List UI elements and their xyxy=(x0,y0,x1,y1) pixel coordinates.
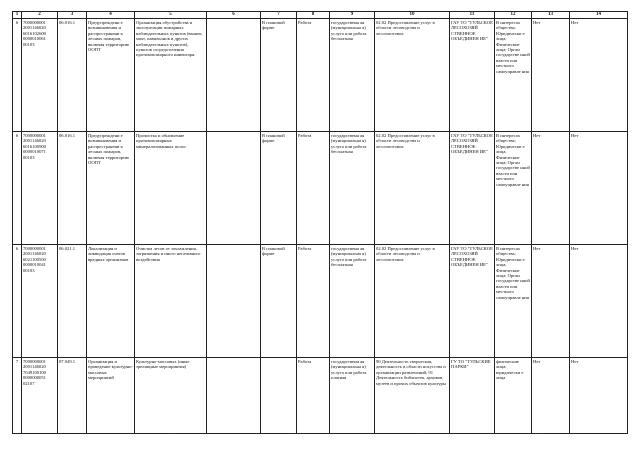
table-cell: Организация и проведение культурно-массовых мероприятий xyxy=(87,358,135,434)
col-header: 10 xyxy=(375,12,450,19)
table-cell: Предупреждени е возникновения и распространени я лесных пожаров, включая территорию ООПТ xyxy=(87,132,135,245)
scan-dot: · xyxy=(58,432,60,437)
table-cell: 6 xyxy=(13,19,22,132)
table-cell: 02.02 Предоставление услуг в области лесоводства и лесозаготовок xyxy=(375,132,450,245)
table-cell: ГАУ ТО "ТУЛЬСКОЕ ЛЕСОХОЗЯЙ СТВЕННОЕ ОБЪЕДИНЕН ИЕ" xyxy=(450,132,495,245)
table-cell: 7 xyxy=(13,358,22,434)
table-cell: Локализация и ликвидация очагов вредных организмов xyxy=(87,245,135,358)
scan-dot: · xyxy=(536,432,538,437)
table-cell: Нет xyxy=(532,358,570,434)
table-cell: государственн ая (муниципальна я) услуга или работа бесплатная xyxy=(330,132,375,245)
table-cell: Нет xyxy=(532,132,570,245)
col-header: 9 xyxy=(330,12,375,19)
table-cell: Нет xyxy=(570,132,628,245)
table-cell: 7000000001 2001146020 6016102600 0000010061 00103 xyxy=(22,19,58,132)
table-row xyxy=(13,19,628,132)
table-cell: Нет xyxy=(570,245,628,358)
table-cell: государственн ая (муниципальна я) услуга или работа бесплатная xyxy=(330,245,375,358)
table-cell: государственн ая (муниципальна я) услуга или работа платная xyxy=(330,358,375,434)
table-cell: Предупреждени е возникновения и распространени я лесных пожаров, включая территорию ООПТ xyxy=(87,19,135,132)
table-cell: 7000000001 2001146020 6021100500 0000010041 00103 xyxy=(22,245,58,358)
table-cell: Работа xyxy=(297,132,330,245)
table-cell: Работа xyxy=(297,358,330,434)
table-cell: Нет xyxy=(570,358,628,434)
table-cell: Работа xyxy=(297,245,330,358)
table-cell: ГУ ТО "ТУЛЬСКИЕ ПАРКИ" xyxy=(450,358,495,434)
table-cell: 06.021.1 xyxy=(58,245,87,358)
table-cell: 06.016.1 xyxy=(58,19,87,132)
col-header: 12 xyxy=(495,12,532,19)
table-cell: 6 xyxy=(13,132,22,245)
table-cell xyxy=(207,132,261,245)
col-header: 6 xyxy=(207,12,261,19)
table-cell: физические лица; юридически е лица xyxy=(495,358,532,434)
table-cell: В плановой форме xyxy=(261,245,297,358)
col-header: 11 xyxy=(450,12,495,19)
table-cell: 02.02 Предоставление услуг в области лесоводства и лесозаготовок xyxy=(375,245,450,358)
table-row xyxy=(13,358,628,434)
table-cell: 07.049.1 xyxy=(58,358,87,434)
table-row xyxy=(13,132,628,245)
table-cell: В интересах общества; Юридически е лица; Физические лица; Орган государстве нной власти или местного самоуправле ния xyxy=(495,19,532,132)
table-cell: государственн ая (муниципальна я) услуга или работа бесплатная xyxy=(330,19,375,132)
registry-table xyxy=(12,11,628,434)
header-row xyxy=(13,12,628,19)
col-header: 14 xyxy=(570,12,628,19)
col-header: 3 xyxy=(58,12,87,19)
col-header: 5 xyxy=(135,12,207,19)
table-cell: 02.02 Предоставление услуг в области лесоводства и лесозаготовок xyxy=(375,19,450,132)
col-header: 1 xyxy=(13,12,22,19)
table-cell: ГАУ ТО "ТУЛЬСКОЕ ЛЕСОХОЗЯЙ СТВЕННОЕ ОБЪЕДИНЕН ИЕ" xyxy=(450,19,495,132)
table-cell: Нет xyxy=(532,19,570,132)
scan-dot: · xyxy=(170,432,172,437)
table-cell: Нет xyxy=(532,245,570,358)
scan-dot: · xyxy=(292,432,294,437)
col-header: 8 xyxy=(297,12,330,19)
table-cell: В интересах общества; Юридически е лица; Физические лица; Орган государстве нной власти или местного самоуправле ния xyxy=(495,245,532,358)
table-cell: 6 xyxy=(13,245,22,358)
table-cell: ГАУ ТО "ТУЛЬСКОЕ ЛЕСОХОЗЯЙ СТВЕННОЕ ОБЪЕДИНЕН ИЕ" xyxy=(450,245,495,358)
table-cell: Культурно-массовых (иные зрелищные мероприятия) xyxy=(135,358,207,434)
table-cell: В интересах общества; Юридически е лица; Физические лица; Орган государстве нной власти или местного самоуправле ния xyxy=(495,132,532,245)
table-cell: 7000000001 2001146020 6016100900 0000010071 00103 xyxy=(22,132,58,245)
table-cell xyxy=(207,245,261,358)
col-header: 4 xyxy=(87,12,135,19)
table-cell: Прочистка и обновление противопожарных минерализованных полос xyxy=(135,132,207,245)
scan-dot: · xyxy=(418,432,420,437)
table-cell: В плановой форме xyxy=(261,132,297,245)
col-header: 13 xyxy=(532,12,570,19)
table-cell xyxy=(207,358,261,434)
col-header: 7 xyxy=(261,12,297,19)
table-cell: 7000000001 2001146020 7049100100 0000000051 02107 xyxy=(22,358,58,434)
table-cell xyxy=(207,19,261,132)
table-cell: 06.016.1 xyxy=(58,132,87,245)
table-cell xyxy=(261,358,297,434)
table-cell: В плановой форме xyxy=(261,19,297,132)
table-row xyxy=(13,245,628,358)
table-cell: 90 Деятельность творческая, деятельность в области искусства и организации развлечений; 91 Деятельность библиотек, архивов, музеев и прочих объектов культуры xyxy=(375,358,450,434)
col-header: 2 xyxy=(22,12,58,19)
table-cell: Очистка лесов от захламления, загрязнения и иного негативного воздействия xyxy=(135,245,207,358)
table-cell: Работа xyxy=(297,19,330,132)
table-cell: Организация обустройства и эксплуатации пожарных наблюдательных пунктов (вышек, мачт, павильонов и других наблюдательных пунктов), пунктов сосредоточения противопожарного инвентаря. xyxy=(135,19,207,132)
table-cell: Нет xyxy=(570,19,628,132)
